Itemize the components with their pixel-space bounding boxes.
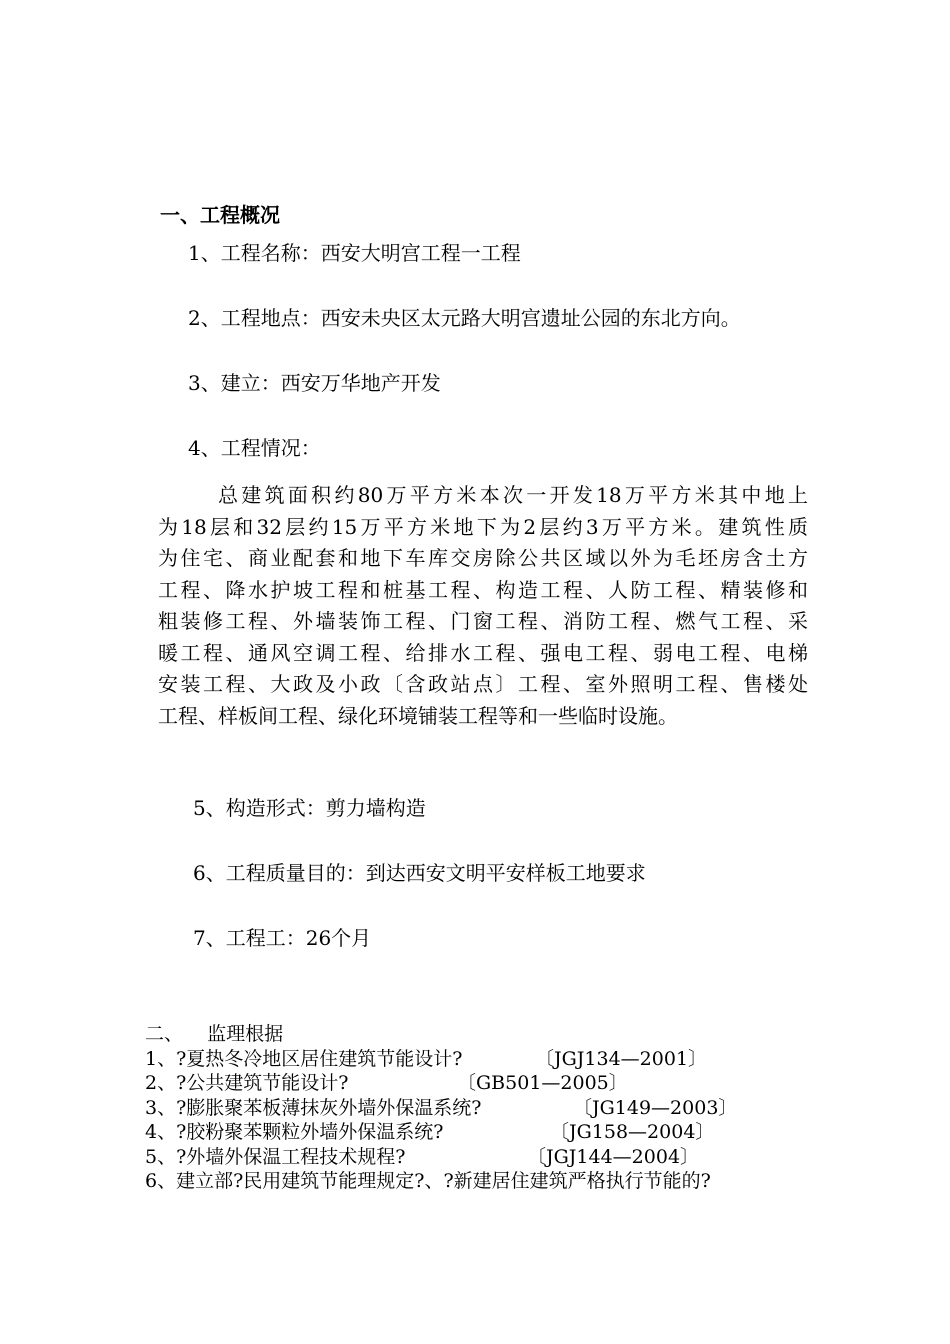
paragraph-line: 工程、降水护坡工程和桩基工程、构造工程、人防工程、精装修和 — [158, 577, 808, 602]
project-status-item: 4、工程情况： — [188, 436, 321, 460]
quality-goal-item: 6、工程质量目的：到达西安文明平安样板工地要求 — [193, 861, 646, 885]
reference-title: 4、?胶粉聚苯颗粒外墙外保温系统? — [145, 1121, 444, 1143]
reference-title: 2、?公共建筑节能设计? — [145, 1072, 349, 1094]
paragraph-line: 总建筑面积约80万平方米本次一开发18万平方米其中地上 — [218, 483, 808, 507]
reference-code: 〔JGJ134—2001〕 — [535, 1047, 708, 1070]
paragraph-line: 安装工程、大政及小政〔含政站点〕工程、室外照明工程、售楼处 — [158, 672, 808, 696]
section2-heading: 二、 监理根据 — [145, 1023, 284, 1045]
project-location-item: 2、工程地点：西安未央区太元路大明宫遗址公园的东北方向。 — [188, 306, 741, 330]
reference-row — [145, 1071, 711, 1096]
reference-row — [145, 1120, 715, 1145]
reference-row — [145, 1047, 711, 1072]
project-description-paragraph — [158, 480, 808, 732]
paragraph-line: 工程、样板间工程、绿化环境铺装工程等和一些临时设施。 — [158, 703, 678, 728]
section1-heading: 一、工程概况 — [160, 203, 280, 227]
reference-row — [145, 1169, 711, 1194]
reference-title: 5、?外墙外保温工程技术规程? — [145, 1145, 406, 1168]
reference-title: 3、?膨胀聚苯板薄抹灰外墙外保温系统? — [145, 1096, 482, 1119]
reference-code: 〔JG158—2004〕 — [550, 1121, 715, 1143]
reference-code: 〔JGJ144—2004〕 — [527, 1145, 700, 1168]
paragraph-line: 为18层和32层约15万平方米地下为2层约3万平方米。建筑性质 — [158, 514, 808, 539]
reference-title: 6、建立部?民用建筑节能理规定?、?新建居住建筑严格执行节能的? — [145, 1170, 711, 1192]
paragraph-line: 粗装修工程、外墙装饰工程、门窗工程、消防工程、燃气工程、采 — [158, 609, 808, 633]
construction-period-item: 7、工程工：26个月 — [193, 926, 372, 950]
reference-title: 1、?夏热冬冷地区居住建筑节能设计? — [145, 1047, 463, 1070]
structure-type-item: 5、构造形式：剪力墙构造 — [193, 796, 426, 820]
reference-row — [145, 1145, 711, 1170]
reference-code: 〔GB501—2005〕 — [457, 1072, 628, 1094]
section2-basis — [145, 1022, 738, 1194]
developer-item: 3、建立：西安万华地产开发 — [188, 371, 441, 395]
paragraph-line: 为住宅、商业配套和地下车库交房除公共区域以外为毛坯房含土方 — [158, 546, 808, 570]
paragraph-line: 暖工程、通风空调工程、给排水工程、强电工程、弱电工程、电梯 — [158, 640, 808, 665]
reference-row — [145, 1096, 738, 1121]
project-name-item: 1、工程名称：西安大明宫工程一工程 — [188, 241, 521, 265]
reference-code: 〔JG149—2003〕 — [573, 1096, 738, 1119]
